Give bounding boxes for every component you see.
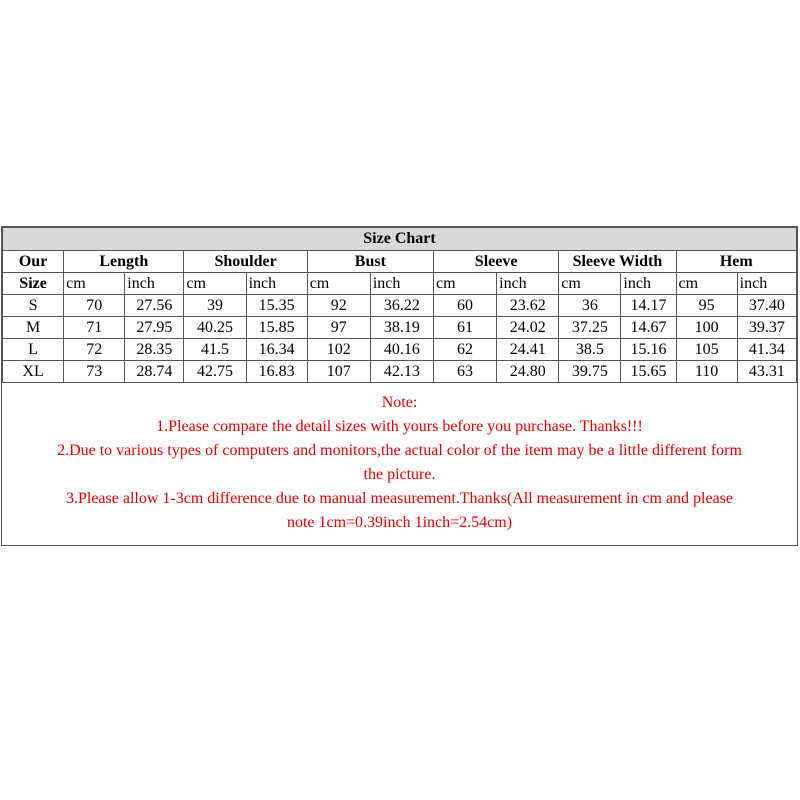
note-line-1: 1.Please compare the detail sizes with yours before you purchase. Thanks!!! bbox=[156, 418, 643, 435]
note-line-3b: note 1cm=0.39inch 1inch=2.54cm) bbox=[286, 514, 513, 531]
cm-value-cell: 39.75 bbox=[559, 361, 621, 383]
header-bust: Bust bbox=[307, 251, 433, 273]
unit-cm: cm bbox=[307, 273, 370, 295]
inch-value-cell: 40.16 bbox=[370, 339, 433, 361]
cm-value-cell: 41.5 bbox=[184, 339, 246, 361]
unit-inch: inch bbox=[246, 273, 307, 295]
unit-header-row bbox=[3, 273, 797, 295]
cm-value-cell: 62 bbox=[433, 339, 496, 361]
unit-inch: inch bbox=[370, 273, 433, 295]
cm-value-cell: 105 bbox=[676, 339, 737, 361]
size-table bbox=[2, 227, 797, 383]
unit-inch: inch bbox=[621, 273, 676, 295]
cm-value-cell: 71 bbox=[64, 317, 125, 339]
size-cell: S bbox=[3, 295, 64, 317]
size-chart bbox=[1, 226, 798, 546]
notes-section bbox=[2, 383, 797, 535]
title-row bbox=[3, 228, 797, 251]
cm-value-cell: 107 bbox=[307, 361, 370, 383]
cm-value-cell: 100 bbox=[676, 317, 737, 339]
cm-value-cell: 72 bbox=[64, 339, 125, 361]
inch-value-cell: 27.56 bbox=[125, 295, 184, 317]
unit-cm: cm bbox=[64, 273, 125, 295]
unit-inch: inch bbox=[497, 273, 559, 295]
cm-value-cell: 73 bbox=[64, 361, 125, 383]
inch-value-cell: 15.16 bbox=[621, 339, 676, 361]
inch-value-cell: 41.34 bbox=[737, 339, 796, 361]
size-rows bbox=[3, 295, 797, 383]
table-row bbox=[3, 339, 797, 361]
size-cell: L bbox=[3, 339, 64, 361]
unit-cm: cm bbox=[559, 273, 621, 295]
chart-title: Size Chart bbox=[3, 228, 797, 251]
inch-value-cell: 37.40 bbox=[737, 295, 796, 317]
cm-value-cell: 39 bbox=[184, 295, 246, 317]
size-header-size: Size bbox=[3, 273, 64, 295]
table-row bbox=[3, 317, 797, 339]
inch-value-cell: 15.85 bbox=[246, 317, 307, 339]
inch-value-cell: 24.41 bbox=[497, 339, 559, 361]
cm-value-cell: 37.25 bbox=[559, 317, 621, 339]
inch-value-cell: 36.22 bbox=[370, 295, 433, 317]
cm-value-cell: 42.75 bbox=[184, 361, 246, 383]
inch-value-cell: 16.83 bbox=[246, 361, 307, 383]
size-cell: XL bbox=[3, 361, 64, 383]
inch-value-cell: 14.17 bbox=[621, 295, 676, 317]
cm-value-cell: 61 bbox=[433, 317, 496, 339]
measure-header-row bbox=[3, 251, 797, 273]
unit-inch: inch bbox=[737, 273, 796, 295]
header-hem: Hem bbox=[676, 251, 796, 273]
inch-value-cell: 24.02 bbox=[497, 317, 559, 339]
inch-value-cell: 43.31 bbox=[737, 361, 796, 383]
unit-inch: inch bbox=[125, 273, 184, 295]
unit-cm: cm bbox=[184, 273, 246, 295]
inch-value-cell: 42.13 bbox=[370, 361, 433, 383]
header-sleeve-width: Sleeve Width bbox=[559, 251, 676, 273]
cm-value-cell: 95 bbox=[676, 295, 737, 317]
inch-value-cell: 16.34 bbox=[246, 339, 307, 361]
note-line-2b: the picture. bbox=[363, 466, 436, 483]
cm-value-cell: 63 bbox=[433, 361, 496, 383]
inch-value-cell: 15.65 bbox=[621, 361, 676, 383]
inch-value-cell: 28.74 bbox=[125, 361, 184, 383]
cm-value-cell: 70 bbox=[64, 295, 125, 317]
note-heading: Note: bbox=[381, 394, 418, 411]
cm-value-cell: 110 bbox=[676, 361, 737, 383]
inch-value-cell: 28.35 bbox=[125, 339, 184, 361]
inch-value-cell: 39.37 bbox=[737, 317, 796, 339]
header-length: Length bbox=[64, 251, 184, 273]
cm-value-cell: 36 bbox=[559, 295, 621, 317]
cm-value-cell: 97 bbox=[307, 317, 370, 339]
size-cell: M bbox=[3, 317, 64, 339]
cm-value-cell: 40.25 bbox=[184, 317, 246, 339]
inch-value-cell: 23.62 bbox=[497, 295, 559, 317]
header-sleeve: Sleeve bbox=[433, 251, 558, 273]
table-row bbox=[3, 361, 797, 383]
cm-value-cell: 60 bbox=[433, 295, 496, 317]
inch-value-cell: 38.19 bbox=[370, 317, 433, 339]
inch-value-cell: 14.67 bbox=[621, 317, 676, 339]
inch-value-cell: 24.80 bbox=[497, 361, 559, 383]
header-shoulder: Shoulder bbox=[184, 251, 307, 273]
size-header-our: Our bbox=[3, 251, 64, 273]
cm-value-cell: 38.5 bbox=[559, 339, 621, 361]
unit-cm: cm bbox=[676, 273, 737, 295]
table-row bbox=[3, 295, 797, 317]
inch-value-cell: 27.95 bbox=[125, 317, 184, 339]
unit-cm: cm bbox=[433, 273, 496, 295]
inch-value-cell: 15.35 bbox=[246, 295, 307, 317]
note-line-3a: 3.Please allow 1-3cm difference due to manual measurement.Thanks(All measurement in cm and please bbox=[65, 490, 734, 507]
cm-value-cell: 92 bbox=[307, 295, 370, 317]
cm-value-cell: 102 bbox=[307, 339, 370, 361]
note-line-2a: 2.Due to various types of computers and monitors,the actual color of the item may be a little different form bbox=[57, 442, 742, 459]
